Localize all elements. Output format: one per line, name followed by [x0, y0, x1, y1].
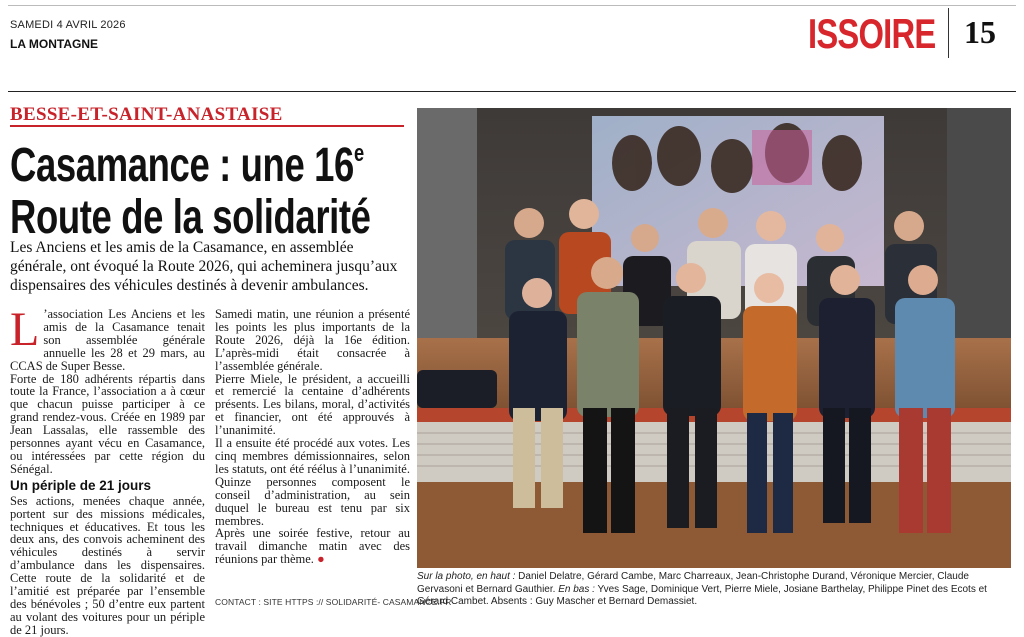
caption-bottom-names: Yves Sage, Dominique Vert, Pierre Miele, Josiane Barthelay, Philippe Pinet des Ecots et Gérard Cambet. Absents : Guy Mascher et Bernard Demassiet.	[417, 583, 987, 607]
paragraph-1: L ’association Les Anciens et les amis de la Casamance tenait son assemblée générale annuelle les 28 et 29 mars, au CCAS de Super Besse.	[10, 303, 205, 373]
group-photo	[417, 108, 1011, 568]
article-subhead: Un périple de 21 jours	[10, 477, 152, 493]
page-number: 15	[964, 14, 996, 50]
photo-caption	[417, 571, 1011, 609]
drop-cap: L	[10, 303, 40, 356]
paragraph-5: Pierre Miele, le président, a accueilli et remercié la centaine d’adhérents présents. Les bilans, moral, d’activités et financier, ont été approuvés à l’unanimité.	[215, 371, 410, 438]
header-divider	[948, 8, 949, 58]
paragraph-2: Forte de 180 adhérents répartis dans toute la France, l’association a à cœur que chacun puisse participer à ce grand rendez-vous. Créée en 1989 par Jean Lassalas, elle rassemble des personnes ayant vécu en Casamance, ou intéressées par cette région du Sénégal.	[10, 371, 205, 476]
top-rule	[8, 5, 1016, 6]
article-kicker: BESSE-ET-SAINT-ANASTAISE	[10, 104, 283, 125]
kicker-underline	[10, 125, 404, 127]
headline-line-1: Casamance : une 16e	[10, 139, 364, 192]
paragraph-7: Après une soirée festive, retour au travail dimanche matin avec des réunions par thème. ●	[215, 526, 410, 567]
caption-label-bottom: En bas :	[558, 583, 595, 595]
paragraph-6: Il a ensuite été procédé aux votes. Les cinq membres démissionnaires, selon les statuts, ont été réélus à l’unanimité. Quinze personnes composent le conseil d’administration, au sein duquel le bureau est tenu par six membres.	[215, 436, 410, 528]
newspaper-name: LA MONTAGNE	[10, 37, 98, 51]
paragraph-4: Samedi matin, une réunion a présenté les points les plus importants de la Route 2026, déjà la 16e édition. L’après-midi était consacrée à l’assemblée générale.	[215, 307, 410, 373]
caption-top-names: Daniel Delatre, Gérard Cambe, Marc Charreaux, Jean-Christophe Durand, Véronique Mercier, Claude Gervasoni et Bernard Gauthier.	[417, 571, 969, 595]
article-column-1	[10, 303, 205, 637]
header-rule	[8, 91, 1016, 92]
headline-line-2: Route de la solidarité	[10, 191, 371, 244]
article-headline	[10, 128, 405, 244]
contact-line: CONTACT : SITE HTTPS :// SOLIDARITÉ- CASAMANCE.FR	[215, 597, 452, 607]
article-column-2	[215, 308, 410, 566]
group-photo-illustration	[417, 108, 1011, 568]
article-lead: Les Anciens et les amis de la Casamance, en assemblée générale, ont évoqué la Route 2026, qui acheminera jusqu’aux dispensaires des véhicules destinés à devenir ambulances.	[10, 239, 398, 295]
issue-date: SAMEDI 4 AVRIL 2026	[10, 19, 126, 31]
section-title: ISSOIRE	[808, 10, 936, 57]
paragraph-3: Ses actions, menées chaque année, portent sur des missions médicales, techniques et éducatives. Et tous les deux ans, des convois acheminent des véhicules destinés à servir d’ambulance dans les dispensaires. Cette route de la solidarité et de l’amitié est préparée par l’ensemble des bénévoles ; 50 d’entre eux partent au volant des voitures pour un périple de 21 jours.	[10, 493, 205, 637]
end-mark: ●	[317, 552, 325, 567]
caption-label-top: Sur la photo, en haut :	[417, 571, 516, 582]
